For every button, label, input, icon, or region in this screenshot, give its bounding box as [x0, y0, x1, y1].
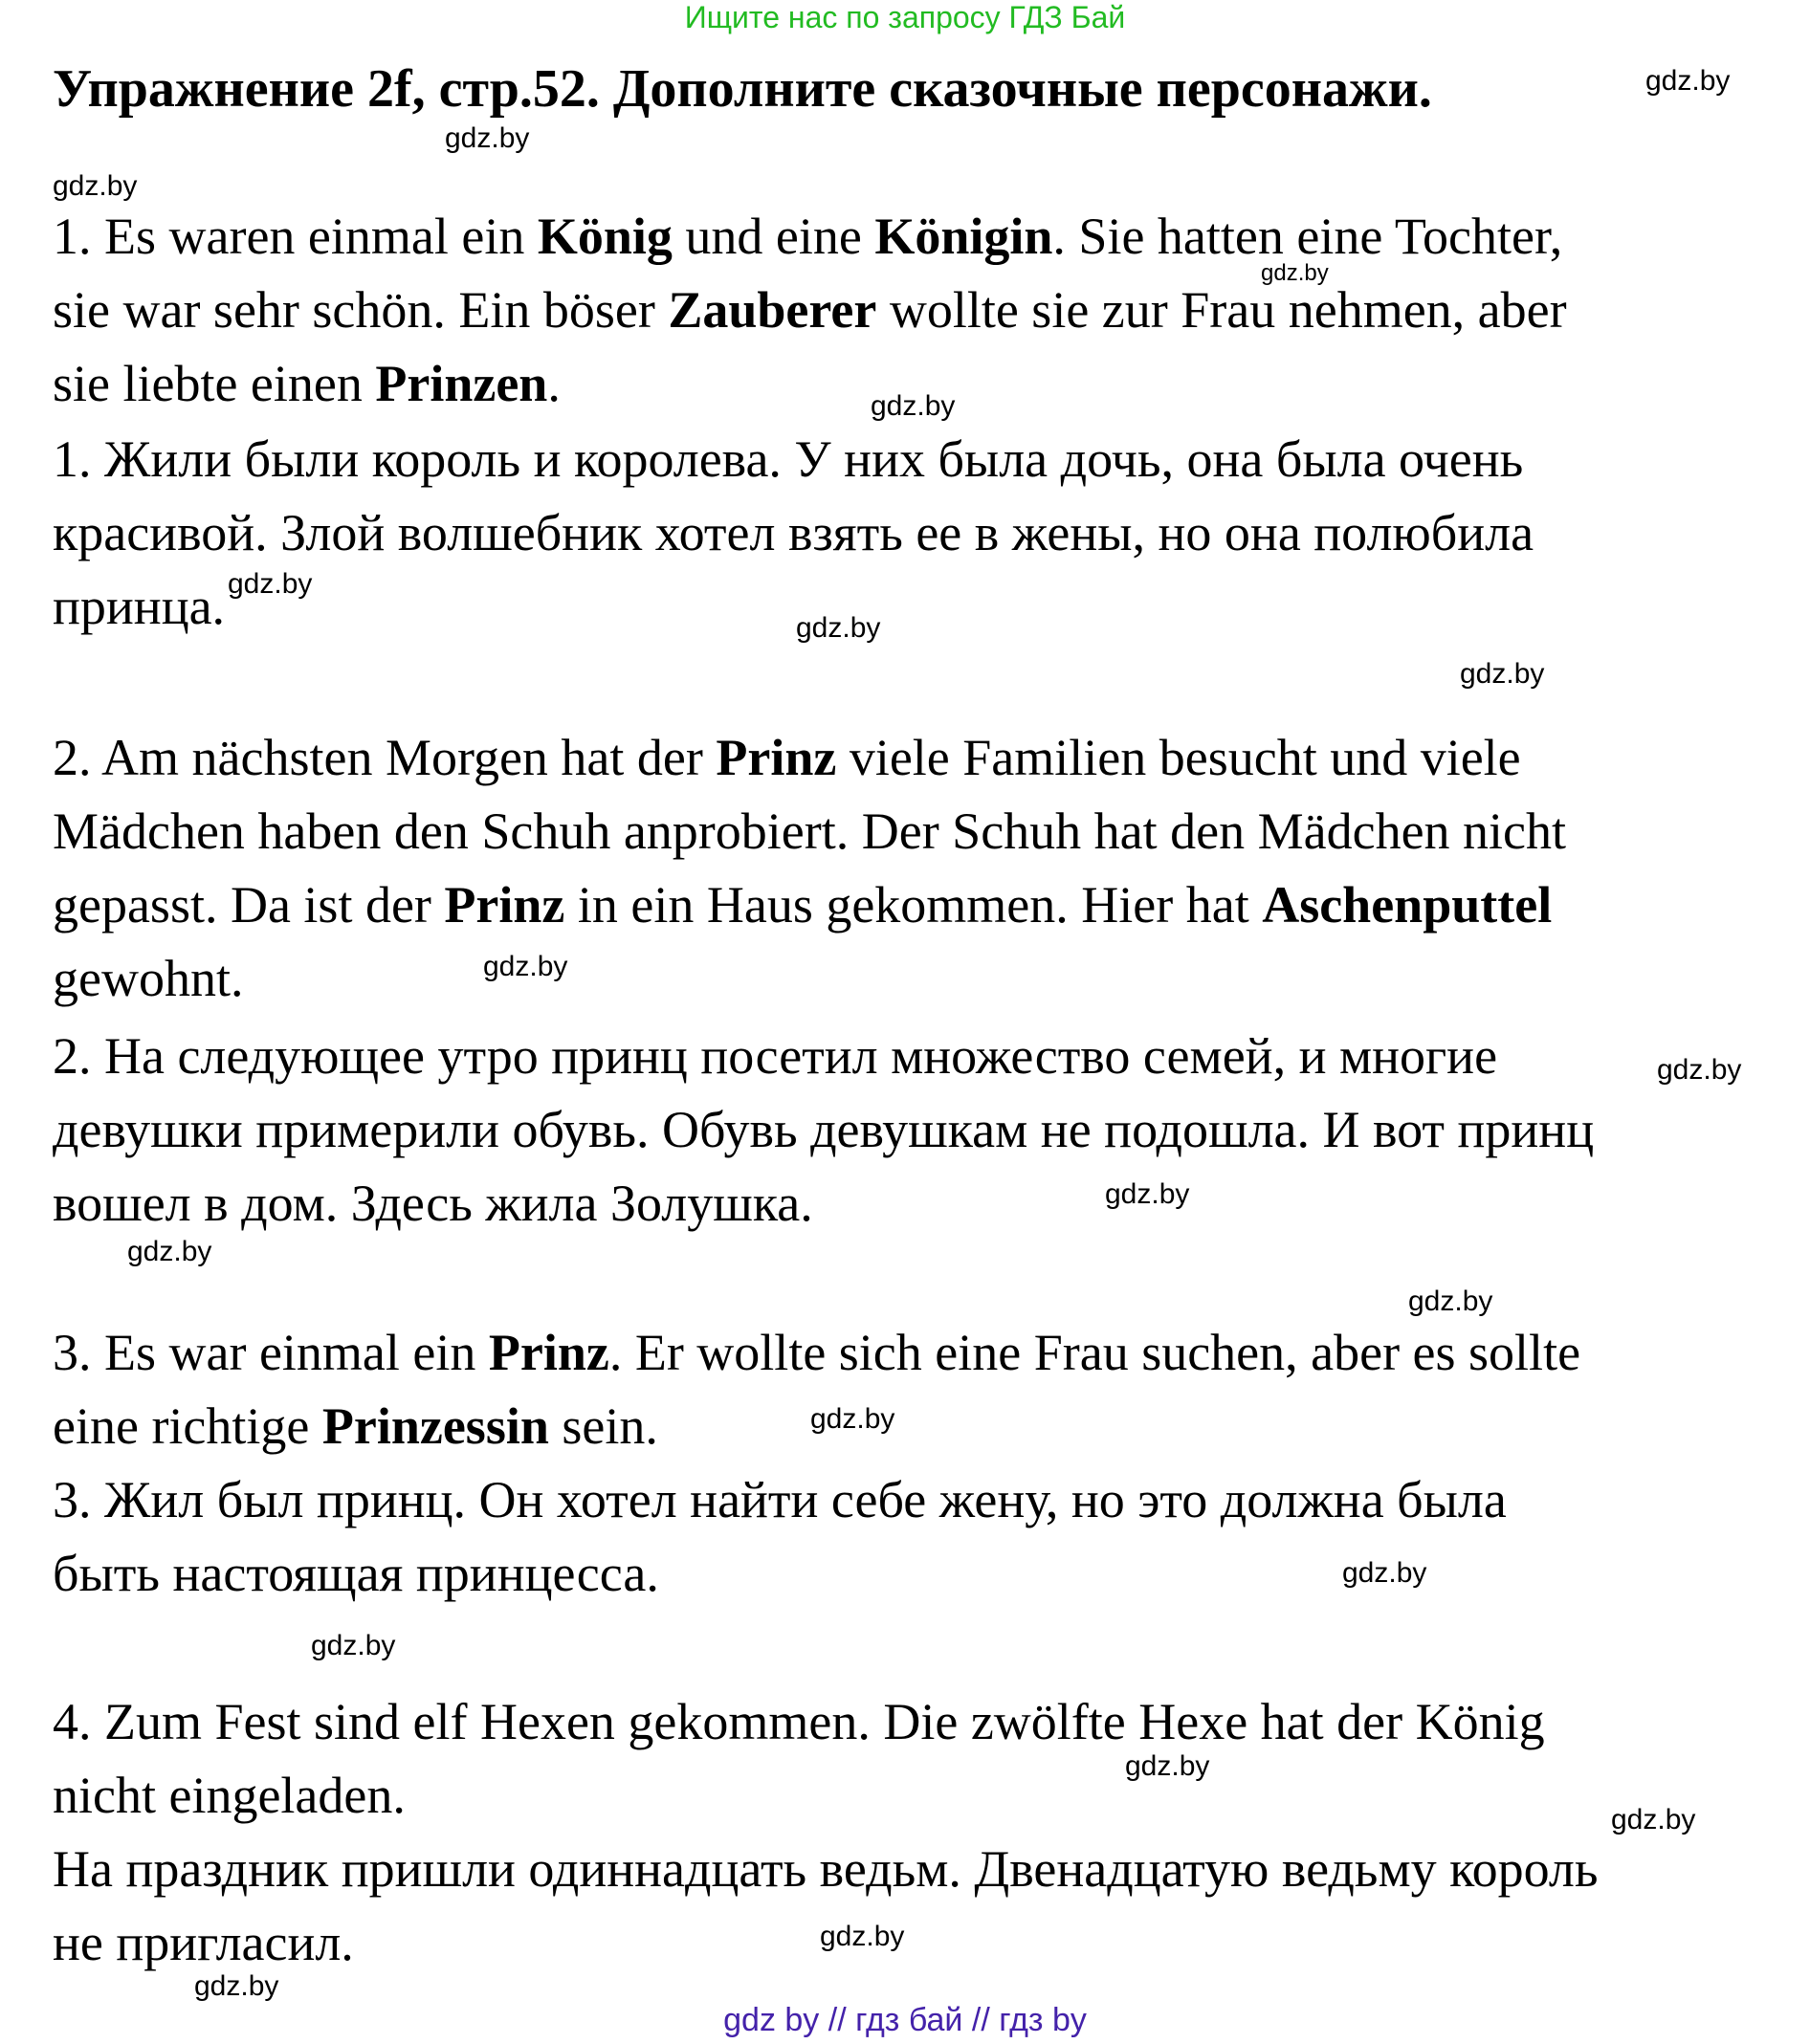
russian-line: 1. Жили были король и королева. У них была дочь, она была очень — [53, 430, 1524, 488]
german-line — [53, 1396, 658, 1457]
russian-line: не пригласил. — [53, 1914, 354, 1971]
watermark: gdz.by — [228, 568, 313, 600]
text-segment: nicht eingeladen. — [53, 1767, 406, 1824]
text-segment: eine richtige — [53, 1397, 322, 1455]
text-segment: sie war sehr schön. Ein böser — [53, 281, 669, 339]
watermark: gdz.by — [1460, 658, 1545, 690]
russian-line: принца. — [53, 578, 226, 635]
exercise-title: Упражнение 2f, стр.52. Дополните сказочные персонажи. — [53, 59, 1432, 119]
watermark: gdz.by — [820, 1921, 905, 1952]
german-line — [53, 206, 1562, 267]
watermark: gdz.by — [1105, 1178, 1190, 1210]
highlighted-character: Zauberer — [668, 281, 877, 339]
highlighted-character: Prinz — [444, 876, 565, 934]
german-line — [53, 353, 561, 414]
highlighted-character: Aschenputtel — [1262, 876, 1553, 934]
top-banner-link[interactable]: Ищите нас по запросу ГДЗ Бай — [684, 0, 1126, 34]
german-line — [53, 801, 1566, 862]
text-segment: gewohnt. — [53, 950, 244, 1007]
watermark: gdz.by — [127, 1236, 212, 1267]
footer-links[interactable]: gdz by // гдз бай // гдз by — [723, 2002, 1087, 2038]
russian-line: девушки примерили обувь. Обувь девушкам не подошла. И вот принц — [53, 1101, 1595, 1158]
german-line — [53, 1322, 1580, 1383]
text-segment: wollte sie zur Frau nehmen, aber — [876, 281, 1567, 339]
german-line — [53, 874, 1552, 935]
watermark: gdz.by — [194, 1970, 279, 2002]
highlighted-character: König — [537, 208, 673, 265]
text-segment: sein. — [548, 1397, 658, 1455]
watermark: gdz.by — [1261, 260, 1329, 286]
watermark: gdz.by — [810, 1403, 895, 1435]
watermark: gdz.by — [1645, 65, 1731, 97]
text-segment: 2. Am nächsten Morgen hat der — [53, 729, 717, 786]
russian-line: быть настоящая принцесса. — [53, 1545, 659, 1602]
watermark: gdz.by — [1125, 1750, 1210, 1782]
watermark: gdz.by — [871, 390, 956, 422]
russian-line: 3. Жил был принц. Он хотел найти себе жену, но это должна была — [53, 1471, 1507, 1528]
german-line — [53, 1691, 1545, 1752]
german-line — [53, 948, 243, 1009]
watermark: gdz.by — [1342, 1557, 1427, 1589]
highlighted-character: Prinzessin — [321, 1397, 549, 1455]
watermark: gdz.by — [311, 1630, 396, 1661]
text-segment: und eine — [672, 208, 875, 265]
text-segment: 4. Zum Fest sind elf Hexen gekommen. Die zwölfte Hexe hat der König — [53, 1693, 1545, 1750]
german-line — [53, 727, 1521, 788]
text-segment: . — [547, 355, 561, 412]
text-segment: Mädchen haben den Schuh anprobiert. Der Schuh hat den Mädchen nicht — [53, 802, 1567, 860]
text-segment: viele Familien besucht und viele — [836, 729, 1521, 786]
text-segment: gepasst. Da ist der — [53, 876, 445, 934]
german-line — [53, 1765, 406, 1826]
russian-line: красивой. Злой волшебник хотел взять ее в жены, но она полюбила — [53, 504, 1534, 561]
text-segment: . Er wollte sich eine Frau suchen, aber es sollte — [608, 1324, 1581, 1381]
highlighted-character: Prinz — [716, 729, 837, 786]
watermark: gdz.by — [53, 170, 138, 202]
highlighted-character: Prinz — [488, 1324, 609, 1381]
german-line — [53, 279, 1567, 341]
russian-line: На праздник пришли одиннадцать ведьм. Двенадцатую ведьму король — [53, 1840, 1599, 1898]
russian-line: вошел в дом. Здесь жила Золушка. — [53, 1175, 813, 1232]
watermark: gdz.by — [483, 951, 568, 982]
text-segment: . Sie hatten eine Tochter, — [1052, 208, 1563, 265]
russian-line: 2. На следующее утро принц посетил множество семей, и многие — [53, 1027, 1498, 1085]
watermark: gdz.by — [796, 612, 881, 644]
text-segment: in ein Haus gekommen. Hier hat — [564, 876, 1263, 934]
watermark: gdz.by — [1611, 1804, 1696, 1835]
watermark: gdz.by — [1408, 1286, 1493, 1317]
highlighted-character: Königin — [874, 208, 1053, 265]
text-segment: 3. Es war einmal ein — [53, 1324, 489, 1381]
text-segment: sie liebte einen — [53, 355, 376, 412]
highlighted-character: Prinzen — [375, 355, 548, 412]
watermark: gdz.by — [1657, 1054, 1742, 1086]
text-segment: 1. Es waren einmal ein — [53, 208, 538, 265]
watermark: gdz.by — [445, 122, 530, 154]
